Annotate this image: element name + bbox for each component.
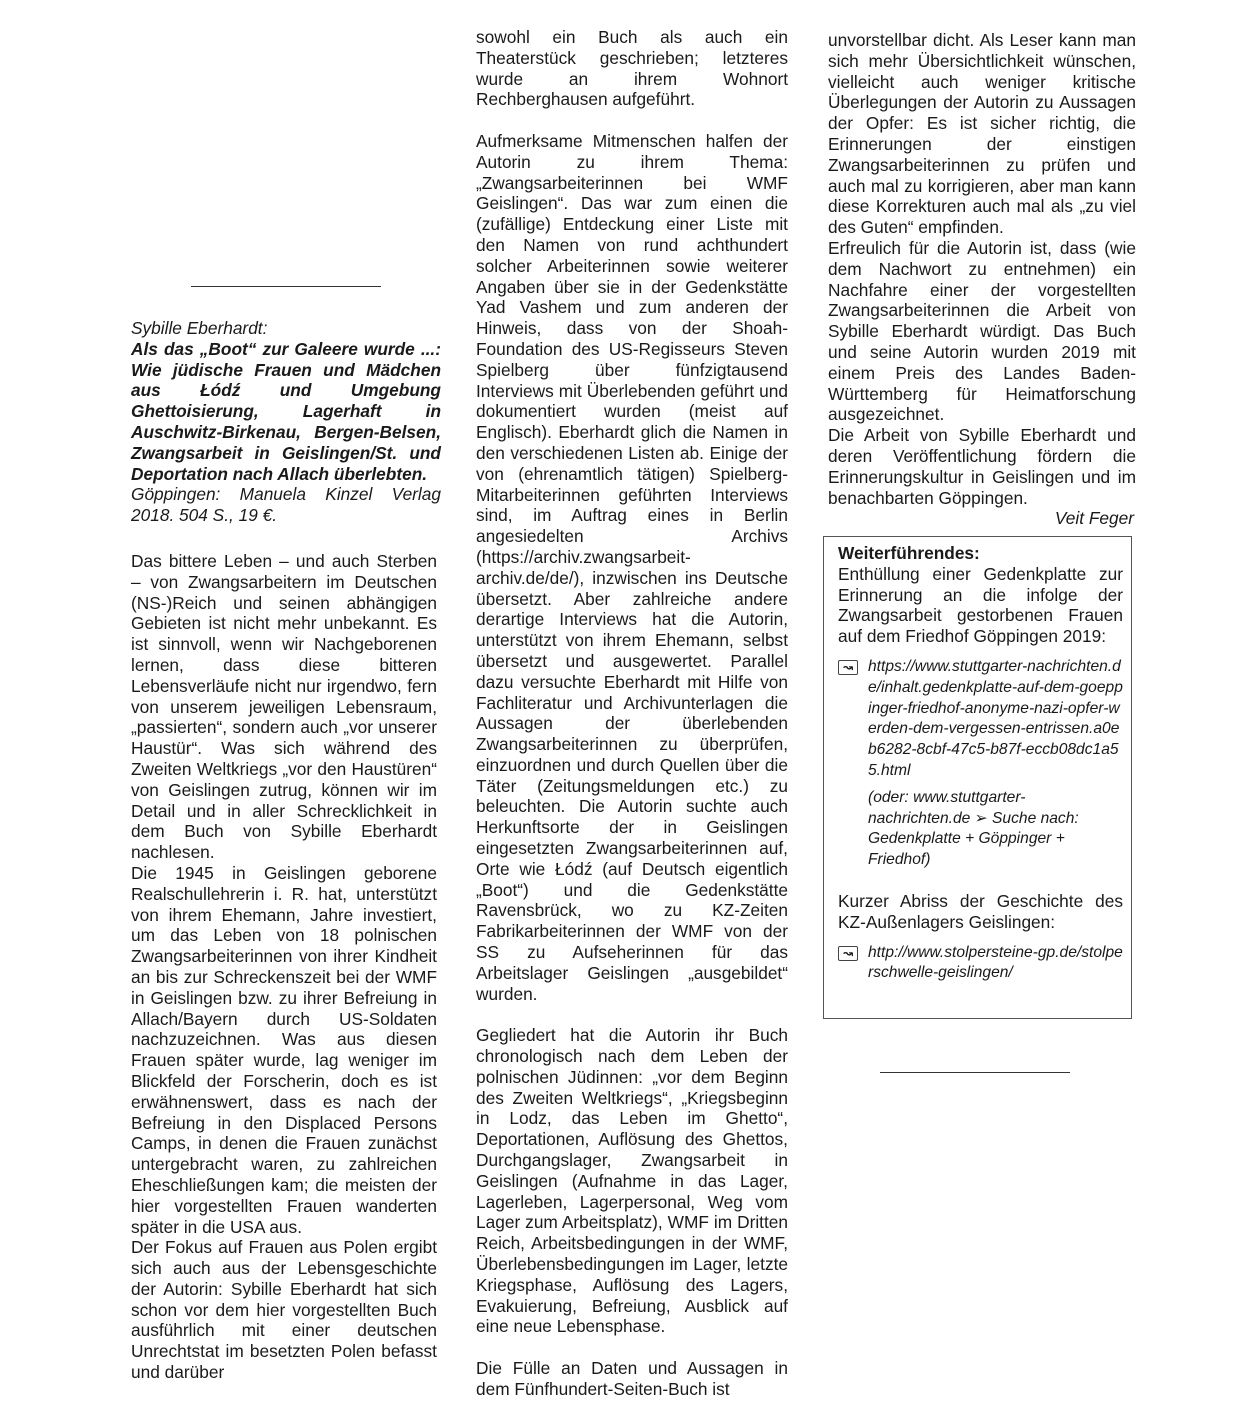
further-reading-box: [823, 536, 1132, 1019]
middle-paragraph-4: Die Fülle an Daten und Aussagen in dem Fünfhundert-Seiten-Buch ist: [476, 1358, 788, 1399]
separator-rule-right: [880, 1072, 1070, 1073]
book-title: Als das „Boot“ zur Galeere wurde ...: Wie jüdische Frauen und Mädchen aus Łódź und Umgebung Ghettoisierung, Lagerhaft in Auschwitz-Birkenau, Bergen-Belsen, Zwangsarbeit in Geislingen/St. und Deportation nach Allach überlebten.: [131, 338, 441, 484]
column-left: [131, 551, 437, 1383]
column-right: [828, 30, 1136, 508]
review-header: [131, 318, 441, 526]
link-row-camp[interactable]: [838, 943, 1123, 985]
box-text-memorial: Enthüllung einer Gedenkplatte zur Erinnerung an die infolge der Zwangsarbeit gestorbenen Frauen auf dem Friedhof Göppingen 2019:: [838, 563, 1123, 647]
right-paragraph-2: Erfreulich für die Autorin ist, dass (wie dem Nachwort zu entnehmen) ein Nachfahre einer der vorgestellten Zwangsarbeiterinnen die Arbeit von Sybille Eberhardt würdigt. Das Buch und seine Autorin wurden 2019 mit einem Preis des Landes Baden-Württemberg für Heimatforschung ausgezeichnet.: [828, 237, 1136, 425]
book-author: Sybille Eberhardt:: [131, 318, 268, 338]
middle-paragraph-2: Aufmerksame Mitmenschen halfen der Autorin zu ihrem Thema: „Zwangsarbeiterinnen bei WMF Geislingen“. Das war zum einen die (zufällige) Entdeckung einer Liste mit den Namen von rund achthundert solcher Arbeiterinnen sowie weiterer Angaben über sie in der Gedenkstätte Yad Vashem und zum anderen der Hinweis, dass von der Shoah-Foundation des US-Regisseurs Steven Spielberg über fünfzigtausend Interviews mit Überlebenden geführt und dokumentiert wurden (meist auf Englisch). Eberhardt glich die Namen in den verschiedenen Listen ab. Einige der von (ehrenamtlich tätigen) Spielberg-Mitarbeiterinnen geführten Interviews sind, im Auftrag eines in Berlin angesiedelten Archivs (https://archiv.zwangsarbeit-archiv.de/de/), inzwischen ins Deutsche übersetzt. Aber zahlreiche andere derartige Interviews hat die Autorin, unterstützt von ihrem Ehemann, selbst übersetzt und ausgewertet. Parallel dazu versuchte Eberhardt mit Hilfe von Fachliteratur und Archivunterlagen die Aussagen der überlebenden Zwangsarbeiterinnen zu überprüfen, einzuordnen und durch Quellen über die Täter (Zeitungsmeldungen etc.) zu beleuchten. Die Autorin suchte auch Herkunftsorte der in Geislingen eingesetzten Zwangsarbeiterinnen auf, Orte wie Łódź (auf Deutsch eigentlich „Boot“) und die Gedenkstätte Ravensbrück, wo zu KZ-Zeiten Fabrikarbeiterinnen der WMF von der SS zu Aufseherinnen für das Arbeitslager Geislingen „ausgebildet“ wurden.: [476, 130, 788, 1004]
left-paragraph-2: Die 1945 in Geislingen geborene Realschullehrerin i. R. hat, unterstützt von ihrem Ehemann, Jahre investiert, um das Leben von 18 polnischen Zwangsarbeiterinnen von ihrer Kindheit an bis zur Schreckenszeit bei der WMF in Geislingen bzw. zu ihrer Befreiung in Allach/Bayern durch US-Soldaten nachzuzeichnen. Was aus diesen Frauen später wurde, lag weniger im Blickfeld der Forscherin, doch es ist erwähnenswert, dass es nach der Befreiung in den Displaced Persons Camps, in denen die Frauen zunächst untergebracht waren, zu zahlreichen Eheschließungen kam; die meisten der hier vorgestellten Frauen wanderten später in die USA aus.: [131, 862, 437, 1237]
separator-rule-left: [191, 286, 381, 287]
column-middle: [476, 27, 788, 1400]
middle-paragraph-3: Gegliedert hat die Autorin ihr Buch chronologisch nach dem Leben der polnischen Jüdinnen: „vor dem Beginn des Zweiten Weltkriegs“, „Kriegsbeginn in Lodz, das Leben im Ghetto“, Deportationen, Auflösung des Ghettos, Durchgangslager, Zwangsarbeit in Geislingen (Aufnahme in das Lager, Lagerleben, Lagerpersonal, Weg vom Lager zum Arbeitsplatz), WMF im Dritten Reich, Arbeitsbedingungen in der WMF, Überlebensbedingungen im Lager, letzte Kriegsphase, Auflösung des Lagers, Evakuierung, Befreiung, Ausblick auf eine neue Lebensphase.: [476, 1025, 788, 1337]
link-stuttgarter-nachrichten[interactable]: https://www.stuttgarter-nachrichten.de/inhalt.gedenkplatte-auf-dem-goeppinger-friedhof-anonyme-nazi-opfer-werden-dem-vergessen-entrissen.a0eb6282-8cbf-47c5-b87f-eccb08dc1a55.html: [868, 657, 1123, 779]
box-text-camp-history: Kurzer Abriss der Geschichte des KZ-Außenlagers Geislingen:: [838, 890, 1123, 932]
middle-paragraph-1: sowohl ein Buch als auch ein Theaterstück geschrieben; letzteres wurde an ihrem Wohnort Rechberghausen aufgeführt.: [476, 27, 788, 110]
left-paragraph-3: Der Fokus auf Frauen aus Polen ergibt sich auch aus der Lebensgeschichte der Autorin: Sybille Eberhardt hat sich schon vor dem hier vorgestellten Buch ausführlich mit einer deutschen Unrechtstat im besetzten Polen befasst und darüber: [131, 1237, 437, 1383]
link-alternative-hint: (oder: www.stuttgarter-nachrichten.de ➢ Suche nach: Gedenkplatte + Göppinger + Friedhof): [868, 788, 1079, 869]
external-link-icon: ↝: [838, 660, 858, 675]
external-link-icon: ↝: [838, 946, 858, 961]
right-paragraph-3: Die Arbeit von Sybille Eberhardt und deren Veröffentlichung fördern die Erinnerungskultur in Geislingen und im benachbarten Göppingen.: [828, 425, 1136, 508]
book-publication-info: Göppingen: Manuela Kinzel Verlag 2018. 504 S., 19 €.: [131, 484, 441, 526]
box-title: Weiterführendes:: [838, 543, 980, 563]
right-paragraph-1: unvorstellbar dicht. Als Leser kann man sich mehr Übersichtlichkeit wünschen, vielleicht auch weniger kritische Überlegungen der Autorin zu Aussagen der Opfer: Es ist sicher richtig, die Erinnerungen der einstigen Zwangsarbeiterinnen zu prüfen und auch mal zu korrigieren, aber man kann diese Korrekturen auch mal als „zu viel des Guten“ empfinden.: [828, 30, 1136, 238]
left-paragraph-1: Das bittere Leben – und auch Sterben – von Zwangsarbeitern im Deutschen (NS-)Reich und seinen abhängigen Gebieten ist nicht mehr unbekannt. Es ist sinnvoll, wenn wir Nachgeborenen lernen, dass diese bitteren Lebensverläufe nicht nur irgendwo, fern von unserem jeweiligen Lebensraum, „passierten“, sondern auch „vor unserer Haustür“. Was sich während des Zweiten Weltkriegs „vor den Haustüren“ von Geislingen zutrug, können wir im Detail und in aller Schrecklichkeit in dem Buch von Sybille Eberhardt nachlesen.: [131, 551, 437, 863]
link-stolpersteine[interactable]: http://www.stolpersteine-gp.de/stolperschwelle-geislingen/: [868, 943, 1123, 982]
link-row-memorial[interactable]: [838, 657, 1123, 782]
reviewer-signature: Veit Feger: [1054, 508, 1134, 528]
